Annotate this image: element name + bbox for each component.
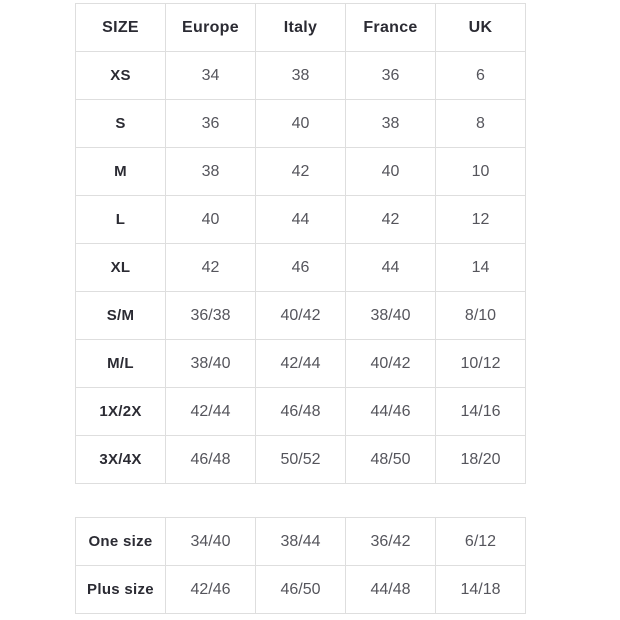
- size-value-cell: 8: [436, 100, 526, 148]
- size-value-cell: 8/10: [436, 292, 526, 340]
- size-row-label: L: [76, 196, 166, 244]
- table-row: [76, 388, 526, 436]
- size-value-cell: 38: [166, 148, 256, 196]
- size-value-cell: 40/42: [256, 292, 346, 340]
- table-row: [76, 52, 526, 100]
- table-row: [76, 148, 526, 196]
- size-value-cell: 10: [436, 148, 526, 196]
- size-value-cell: 14/16: [436, 388, 526, 436]
- size-value-cell: 38/44: [256, 518, 346, 566]
- size-row-label: M/L: [76, 340, 166, 388]
- size-row-label: M: [76, 148, 166, 196]
- size-value-cell: 36/38: [166, 292, 256, 340]
- size-conversion-table: [75, 3, 526, 484]
- size-value-cell: 14/18: [436, 566, 526, 614]
- size-row-label: Plus size: [76, 566, 166, 614]
- size-value-cell: 34: [166, 52, 256, 100]
- size-value-cell: 6: [436, 52, 526, 100]
- size-value-cell: 42: [256, 148, 346, 196]
- table-row: [76, 340, 526, 388]
- table-row: [76, 100, 526, 148]
- size-value-cell: 18/20: [436, 436, 526, 484]
- size-row-label: S: [76, 100, 166, 148]
- column-header-uk: UK: [436, 4, 526, 52]
- size-value-cell: 36: [166, 100, 256, 148]
- size-value-cell: 34/40: [166, 518, 256, 566]
- size-value-cell: 40: [166, 196, 256, 244]
- column-header-france: France: [346, 4, 436, 52]
- size-value-cell: 44: [256, 196, 346, 244]
- size-value-cell: 10/12: [436, 340, 526, 388]
- table-row: [76, 566, 526, 614]
- size-value-cell: 46/50: [256, 566, 346, 614]
- size-value-cell: 42/46: [166, 566, 256, 614]
- column-header-europe: Europe: [166, 4, 256, 52]
- size-row-label: XL: [76, 244, 166, 292]
- special-sizes-table: [75, 517, 526, 614]
- table-row: [76, 518, 526, 566]
- column-header-size: SIZE: [76, 4, 166, 52]
- table-row: [76, 196, 526, 244]
- size-row-label: S/M: [76, 292, 166, 340]
- size-value-cell: 38: [256, 52, 346, 100]
- table-row: [76, 292, 526, 340]
- size-value-cell: 12: [436, 196, 526, 244]
- size-value-cell: 6/12: [436, 518, 526, 566]
- size-value-cell: 38/40: [166, 340, 256, 388]
- size-value-cell: 14: [436, 244, 526, 292]
- size-row-label: XS: [76, 52, 166, 100]
- size-value-cell: 36/42: [346, 518, 436, 566]
- table-row: [76, 436, 526, 484]
- size-value-cell: 46: [256, 244, 346, 292]
- size-value-cell: 44: [346, 244, 436, 292]
- size-value-cell: 36: [346, 52, 436, 100]
- column-header-italy: Italy: [256, 4, 346, 52]
- size-value-cell: 48/50: [346, 436, 436, 484]
- size-value-cell: 40/42: [346, 340, 436, 388]
- size-value-cell: 42/44: [256, 340, 346, 388]
- size-value-cell: 44/46: [346, 388, 436, 436]
- size-value-cell: 40: [256, 100, 346, 148]
- size-row-label: One size: [76, 518, 166, 566]
- table-row: [76, 244, 526, 292]
- header-row: [76, 4, 526, 52]
- size-value-cell: 42/44: [166, 388, 256, 436]
- size-value-cell: 50/52: [256, 436, 346, 484]
- size-value-cell: 38/40: [346, 292, 436, 340]
- size-value-cell: 40: [346, 148, 436, 196]
- size-value-cell: 44/48: [346, 566, 436, 614]
- size-row-label: 1X/2X: [76, 388, 166, 436]
- size-value-cell: 46/48: [256, 388, 346, 436]
- size-value-cell: 42: [346, 196, 436, 244]
- size-value-cell: 46/48: [166, 436, 256, 484]
- size-value-cell: 38: [346, 100, 436, 148]
- size-row-label: 3X/4X: [76, 436, 166, 484]
- size-value-cell: 42: [166, 244, 256, 292]
